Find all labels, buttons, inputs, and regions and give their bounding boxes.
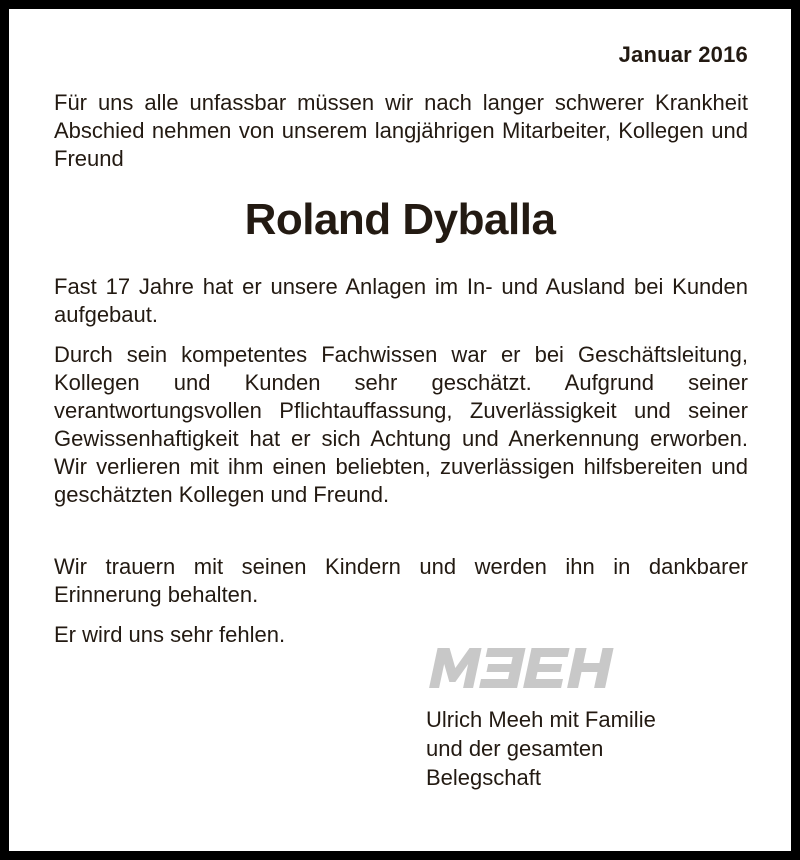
company-logo xyxy=(427,646,617,690)
signature-line: Belegschaft xyxy=(426,765,541,790)
intro-text: Für uns alle unfassbar müssen wir nach langer schwerer Krankheit Abschied nehmen von unserem langjährigen Mitarbeiter, Kollegen und Freund xyxy=(54,90,748,171)
signature-block xyxy=(426,705,656,792)
notice-date: Januar 2016 xyxy=(618,42,748,67)
signature-line: und der gesamten xyxy=(426,736,604,761)
paragraph-tribute: Durch sein kompetentes Fachwissen war er bei Geschäftsleitung, Kollegen und Kunden sehr geschätzt. Aufgrund seiner verantwortungsvollen Pflichtauffassung, Zuverlässigkeit und seiner Gewissenhaftigkeit hat er sich Achtung und Anerkennung erworben. Wir verlieren mit ihm einen beliebten, zuverlässigen hilfsbereiten und geschätzten Kollegen und Freund. xyxy=(54,342,748,507)
deceased-name: Roland Dyballa xyxy=(244,195,556,244)
signature-line: Ulrich Meeh mit Familie xyxy=(426,707,656,732)
paragraph-work-history: Fast 17 Jahre hat er unsere Anlagen im In- und Ausland bei Kunden aufgebaut. xyxy=(54,274,748,327)
paragraph-farewell: Er wird uns sehr fehlen. xyxy=(54,622,286,647)
paragraph-mourning: Wir trauern mit seinen Kindern und werden ihn in dankbarer Erinnerung behalten. xyxy=(54,554,748,607)
